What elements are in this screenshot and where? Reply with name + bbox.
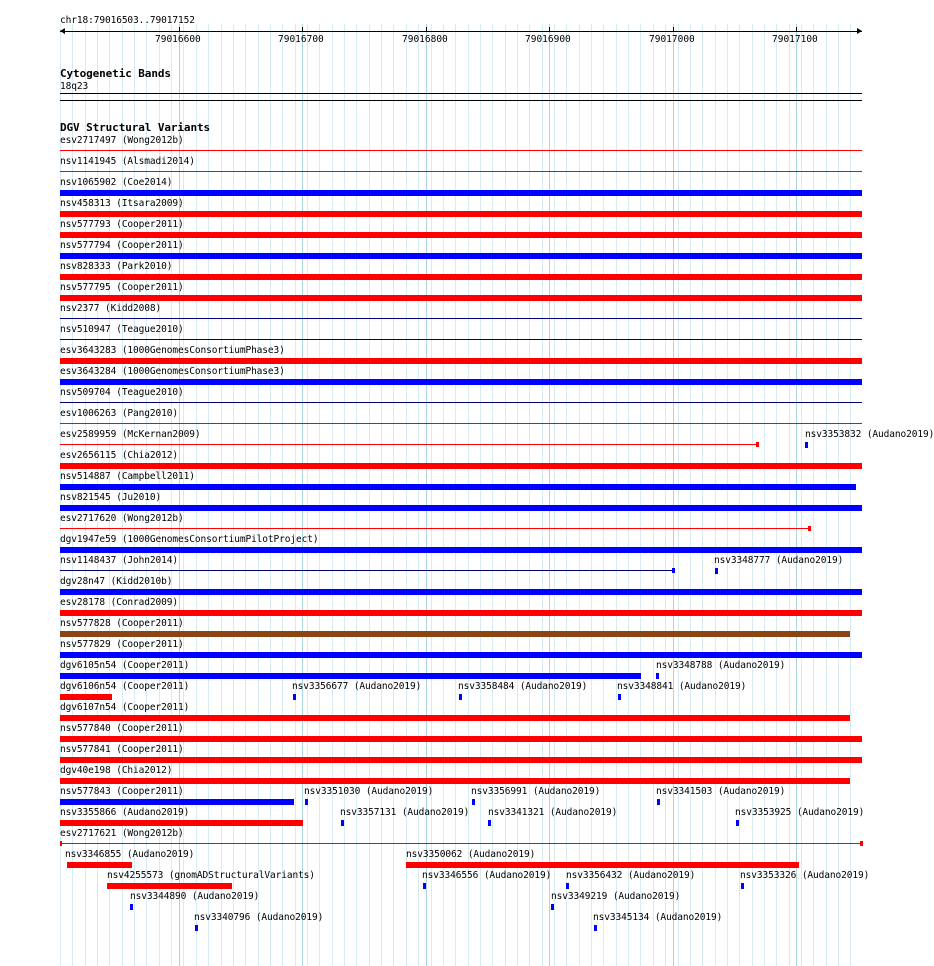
dgv-feature-label: dgv6106n54 (Cooper2011)	[60, 681, 190, 692]
gridline	[418, 24, 419, 966]
gridline	[319, 24, 320, 966]
dgv-feature-label: nsv3358484 (Audano2019)	[458, 681, 588, 692]
dgv-feature-label: nsv4255573 (gnomADStructuralVariants)	[107, 870, 315, 881]
dgv-feature-label: nsv3346855 (Audano2019)	[65, 849, 195, 860]
dgv-feature-bar[interactable]	[805, 442, 808, 448]
gridline	[517, 24, 518, 966]
dgv-feature-label: nsv577828 (Cooper2011)	[60, 618, 184, 629]
dgv-feature-label: esv1006263 (Pang2010)	[60, 408, 179, 419]
dgv-feature-line[interactable]	[60, 339, 862, 340]
dgv-feature-label: nsv509704 (Teague2010)	[60, 387, 184, 398]
gridline	[603, 24, 604, 966]
dgv-feature-label: dgv40e198 (Chia2012)	[60, 765, 173, 776]
dgv-feature-bar[interactable]	[656, 673, 659, 679]
dgv-feature-label: esv28178 (Conrad2009)	[60, 597, 179, 608]
gridline	[566, 24, 567, 966]
dgv-feature-label: nsv3351030 (Audano2019)	[304, 786, 434, 797]
gridline	[789, 24, 790, 966]
gridline	[776, 24, 777, 966]
gridline	[344, 24, 345, 966]
gridline	[801, 24, 802, 966]
gridline	[431, 24, 432, 966]
dgv-feature-label: esv3643284 (1000GenomesConsortiumPhase3)	[60, 366, 285, 377]
gridline	[838, 24, 839, 966]
gridline	[591, 24, 592, 966]
dgv-feature-bar[interactable]	[60, 799, 294, 805]
gridline	[332, 24, 333, 966]
dgv-feature-bar[interactable]	[60, 610, 862, 616]
gridline	[529, 24, 530, 966]
gridline	[653, 24, 654, 966]
dgv-feature-bar[interactable]	[305, 799, 308, 805]
dgv-feature-label: nsv577840 (Cooper2011)	[60, 723, 184, 734]
gridline-major	[673, 24, 674, 966]
dgv-feature-label: nsv3349219 (Audano2019)	[551, 891, 681, 902]
dgv-feature-label: nsv3356991 (Audano2019)	[471, 786, 601, 797]
dgv-feature-bar[interactable]	[60, 484, 856, 490]
gridline	[307, 24, 308, 966]
dgv-feature-endcap	[808, 526, 811, 531]
dgv-feature-bar[interactable]	[60, 232, 862, 238]
gridline	[492, 24, 493, 966]
dgv-feature-label: nsv458313 (Itsara2009)	[60, 198, 184, 209]
dgv-feature-bar[interactable]	[60, 673, 641, 679]
cytoband-bar-top[interactable]	[60, 93, 862, 94]
cytoband-label: 18q23	[60, 81, 89, 92]
dgv-feature-label: nsv3340796 (Audano2019)	[194, 912, 324, 923]
ruler-tick	[179, 27, 180, 32]
ruler-tick-label: 79017000	[649, 34, 695, 45]
dgv-feature-line[interactable]	[60, 570, 673, 571]
dgv-feature-label: nsv577841 (Cooper2011)	[60, 744, 184, 755]
gridline	[690, 24, 691, 966]
dgv-feature-bar[interactable]	[60, 820, 303, 826]
dgv-feature-bar[interactable]	[566, 883, 569, 889]
dgv-feature-bar[interactable]	[60, 757, 862, 763]
dgv-feature-label: nsv3348841 (Audano2019)	[617, 681, 747, 692]
dgv-feature-label: esv2717620 (Wong2012b)	[60, 513, 184, 524]
dgv-feature-label: nsv3350062 (Audano2019)	[406, 849, 536, 860]
ruler-tick	[796, 27, 797, 32]
dgv-feature-bar[interactable]	[60, 631, 850, 637]
dgv-feature-label: nsv3348777 (Audano2019)	[714, 555, 844, 566]
gridline	[455, 24, 456, 966]
dgv-feature-bar[interactable]	[60, 295, 862, 301]
cytoband-track-title: Cytogenetic Bands	[60, 67, 171, 80]
dgv-feature-label: nsv577794 (Cooper2011)	[60, 240, 184, 251]
dgv-feature-label: nsv577843 (Cooper2011)	[60, 786, 184, 797]
gridline-major	[549, 24, 550, 966]
dgv-feature-label: nsv2377 (Kidd2008)	[60, 303, 162, 314]
dgv-feature-label: nsv3341503 (Audano2019)	[656, 786, 786, 797]
dgv-feature-label: nsv1065902 (Coe2014)	[60, 177, 173, 188]
dgv-feature-endcap	[860, 841, 863, 846]
dgv-feature-label: nsv3348788 (Audano2019)	[656, 660, 786, 671]
dgv-feature-line[interactable]	[60, 444, 758, 445]
dgv-feature-label: nsv3356432 (Audano2019)	[566, 870, 696, 881]
dgv-feature-bar[interactable]	[60, 463, 862, 469]
dgv-feature-bar[interactable]	[60, 652, 862, 658]
gridline	[356, 24, 357, 966]
dgv-feature-endcap	[756, 442, 759, 447]
ruler-tick-label: 79017100	[772, 34, 818, 45]
gridline	[665, 24, 666, 966]
gridline	[628, 24, 629, 966]
dgv-feature-bar[interactable]	[60, 715, 850, 721]
dgv-feature-bar[interactable]	[741, 883, 744, 889]
dgv-feature-label: esv2717621 (Wong2012b)	[60, 828, 184, 839]
dgv-feature-label: dgv28n47 (Kidd2010b)	[60, 576, 173, 587]
gridline	[443, 24, 444, 966]
dgv-feature-endcap	[672, 568, 675, 573]
dgv-feature-bar[interactable]	[488, 820, 491, 826]
dgv-feature-label: esv2656115 (Chia2012)	[60, 450, 179, 461]
dgv-feature-bar[interactable]	[715, 568, 718, 574]
dgv-feature-label: nsv3341321 (Audano2019)	[488, 807, 618, 818]
dgv-feature-bar[interactable]	[130, 904, 133, 910]
gridline-major	[796, 24, 797, 966]
dgv-feature-bar[interactable]	[60, 379, 862, 385]
gridline	[480, 24, 481, 966]
dgv-feature-bar[interactable]	[195, 925, 198, 931]
dgv-feature-bar[interactable]	[60, 694, 112, 700]
dgv-feature-line[interactable]	[60, 318, 862, 319]
ruler-left-arrow	[60, 28, 65, 34]
gridline	[850, 24, 851, 966]
dgv-feature-label: nsv828333 (Park2010)	[60, 261, 173, 272]
dgv-feature-label: esv3643283 (1000GenomesConsortiumPhase3)	[60, 345, 285, 356]
dgv-feature-label: nsv3353326 (Audano2019)	[740, 870, 870, 881]
dgv-feature-bar[interactable]	[423, 883, 426, 889]
dgv-feature-label: nsv577829 (Cooper2011)	[60, 639, 184, 650]
gridline	[640, 24, 641, 966]
gridline	[739, 24, 740, 966]
dgv-feature-startcap	[60, 841, 62, 846]
dgv-feature-line[interactable]	[60, 843, 862, 844]
dgv-feature-label: nsv3346556 (Audano2019)	[422, 870, 552, 881]
dgv-feature-bar[interactable]	[60, 736, 862, 742]
dgv-feature-bar[interactable]	[60, 358, 862, 364]
ruler-tick	[549, 27, 550, 32]
dgv-feature-bar[interactable]	[406, 862, 799, 868]
dgv-feature-label: nsv3356677 (Audano2019)	[292, 681, 422, 692]
dgv-feature-bar[interactable]	[60, 211, 862, 217]
gridline	[752, 24, 753, 966]
dgv-feature-bar[interactable]	[657, 799, 660, 805]
dgv-feature-bar[interactable]	[293, 694, 296, 700]
ruler-tick	[302, 27, 303, 32]
ruler-tick-label: 79016600	[155, 34, 201, 45]
dgv-feature-label: nsv1141945 (Alsmadi2014)	[60, 156, 195, 167]
ruler-tick-label: 79016700	[278, 34, 324, 45]
dgv-feature-label: nsv1148437 (John2014)	[60, 555, 179, 566]
region-label: chr18:79016503..79017152	[60, 15, 195, 26]
ruler-tick	[673, 27, 674, 32]
dgv-feature-label: nsv821545 (Ju2010)	[60, 492, 162, 503]
dgv-feature-bar[interactable]	[618, 694, 621, 700]
dgv-feature-bar[interactable]	[551, 904, 554, 910]
ruler-tick-label: 79016800	[402, 34, 448, 45]
dgv-track-title: DGV Structural Variants	[60, 121, 211, 134]
dgv-feature-bar[interactable]	[459, 694, 462, 700]
gridline	[727, 24, 728, 966]
dgv-feature-label: nsv3345134 (Audano2019)	[593, 912, 723, 923]
dgv-feature-line[interactable]	[60, 528, 810, 529]
dgv-feature-line[interactable]	[60, 171, 862, 172]
dgv-feature-label: esv2717497 (Wong2012b)	[60, 135, 184, 146]
dgv-feature-bar[interactable]	[60, 778, 850, 784]
ruler-right-arrow	[857, 28, 862, 34]
dgv-feature-bar[interactable]	[107, 883, 232, 889]
dgv-feature-label: nsv3344890 (Audano2019)	[130, 891, 260, 902]
dgv-feature-line[interactable]	[60, 402, 862, 403]
gridline	[702, 24, 703, 966]
dgv-feature-line[interactable]	[60, 423, 862, 424]
dgv-feature-label: nsv514887 (Campbell2011)	[60, 471, 195, 482]
dgv-feature-bar[interactable]	[60, 253, 862, 259]
dgv-feature-label: nsv3353832 (Audano2019)	[805, 429, 934, 440]
dgv-feature-bar[interactable]	[594, 925, 597, 931]
ruler-tick	[426, 27, 427, 32]
dgv-feature-bar[interactable]	[60, 505, 862, 511]
dgv-feature-label: dgv6105n54 (Cooper2011)	[60, 660, 190, 671]
dgv-feature-bar[interactable]	[472, 799, 475, 805]
dgv-feature-label: dgv1947e59 (1000GenomesConsortiumPilotProject)	[60, 534, 319, 545]
dgv-feature-bar[interactable]	[736, 820, 739, 826]
gridline	[554, 24, 555, 966]
dgv-feature-bar[interactable]	[60, 190, 862, 196]
dgv-feature-label: dgv6107n54 (Cooper2011)	[60, 702, 190, 713]
dgv-feature-label: nsv510947 (Teague2010)	[60, 324, 184, 335]
gridline	[406, 24, 407, 966]
ruler-axis	[60, 31, 862, 32]
gridline	[542, 24, 543, 966]
dgv-feature-label: nsv577795 (Cooper2011)	[60, 282, 184, 293]
dgv-feature-bar[interactable]	[60, 274, 862, 280]
gridline-major	[426, 24, 427, 966]
gridline	[678, 24, 679, 966]
gridline	[393, 24, 394, 966]
ruler-tick-label: 79016900	[525, 34, 571, 45]
gridline	[381, 24, 382, 966]
gridline	[579, 24, 580, 966]
dgv-feature-label: nsv577793 (Cooper2011)	[60, 219, 184, 230]
gridline	[369, 24, 370, 966]
gridline	[715, 24, 716, 966]
gridline	[813, 24, 814, 966]
gridline	[616, 24, 617, 966]
dgv-feature-line[interactable]	[60, 150, 862, 151]
dgv-feature-label: nsv3357131 (Audano2019)	[340, 807, 470, 818]
dgv-feature-bar[interactable]	[67, 862, 132, 868]
dgv-feature-label: nsv3353925 (Audano2019)	[735, 807, 865, 818]
dgv-feature-bar[interactable]	[341, 820, 344, 826]
dgv-feature-bar[interactable]	[60, 589, 862, 595]
track-divider	[60, 100, 862, 101]
gridline	[764, 24, 765, 966]
dgv-feature-bar[interactable]	[60, 547, 862, 553]
gridline	[505, 24, 506, 966]
dgv-feature-label: esv2589959 (McKernan2009)	[60, 429, 201, 440]
gridline	[826, 24, 827, 966]
dgv-feature-label: nsv3355866 (Audano2019)	[60, 807, 190, 818]
gridline	[468, 24, 469, 966]
